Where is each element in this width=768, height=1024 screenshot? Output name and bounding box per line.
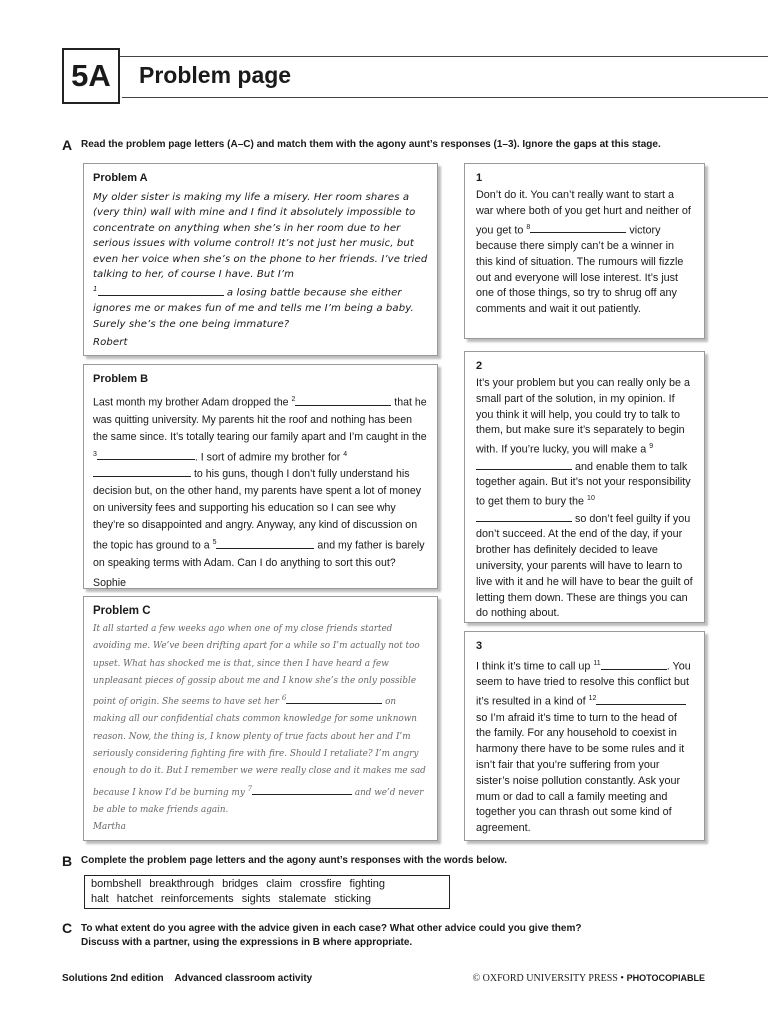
- response-2-text: [476, 376, 693, 622]
- response-2-text-3: so don’t feel guilty if you don’t succeed. At the end of the day, if your brother has definitely decided to leave university, your parents will have to learn to live with it and he will have to bear the guilt of letting them down. These are things you can do nothing about.: [476, 512, 693, 620]
- problem-b-card: [83, 364, 438, 589]
- gap-blank: [601, 659, 667, 670]
- problem-c-text-1: It all started a few weeks ago when one of my close friends started avoiding me. We’ve been drifting apart for a while so I’m actually not too upset. What has shocked me is that, since then I have heard a few unpleasant pieces of gossip about me and I know she’s the only possible point of origin. She seems to have set her: [93, 624, 420, 708]
- page-title: Problem page: [139, 62, 292, 88]
- problem-a-heading: Problem A: [93, 172, 148, 184]
- problem-a-text: [93, 190, 428, 332]
- section-c-instruction: [81, 922, 581, 950]
- problem-b-text-4: to his guns, though I don’t fully understand his decision but, on the other hand, my parents have spent a lot of money on university fees and supporting his education so I can see why they’re so disappointed and angry. Anyway, any kind of discussion on the topic has ground to a: [93, 468, 422, 552]
- gap-blank: [596, 694, 686, 705]
- problem-a-card: [83, 163, 438, 356]
- response-2-text-1: It’s your problem but you can really only be a small part of the solution, in my opinion. If you think it will help, you could try to talk to them, but make sure it’s separately to begin with. If you’re lucky, you will make a: [476, 377, 691, 456]
- problem-c-text-2: on making all our confidential chats common knowledge for some unknown reason. Now, the thing is, I know plenty of true facts about her and I’m seriously considering fighting fire with fire. Should I retaliate? I’m angry enough to do it. But I remember we were really close and it makes me sad because I know I’d be burning my: [93, 697, 426, 798]
- top-rule: [62, 56, 768, 57]
- response-1-text-2: victory because there simply can’t be a winner in this kind of situation. The rumours will fizzle out and everyone will lose interest. It’s just one of those things, so try to shrug off any comments and wait it out patiently.: [476, 224, 684, 316]
- section-c-line-2: Discuss with a partner, using the expressions in B where appropriate.: [81, 937, 413, 948]
- problem-c-heading: Problem C: [93, 605, 151, 617]
- response-1-text: [476, 188, 693, 318]
- gap-blank: [97, 449, 195, 460]
- gap-blank: [252, 784, 352, 795]
- gap-number: 5: [212, 539, 217, 547]
- response-1-card: [464, 163, 705, 339]
- section-a-instruction: Read the problem page letters (A–C) and match them with the agony aunt’s responses (1–3). Ignore the gaps at this stage.: [81, 139, 661, 150]
- gap-number: 6: [281, 694, 287, 703]
- gap-number: 2: [291, 396, 296, 403]
- gap-blank: [530, 222, 626, 233]
- response-2-number: 2: [476, 360, 483, 372]
- response-3-text-1: I think it’s time to call up: [476, 660, 594, 673]
- response-2-text-2: and enable them to talk together again. But it’s not your responsibility to get them to bury the: [476, 460, 691, 508]
- section-c-line-1: To what extent do you agree with the advice given in each case? What other advice could you give them?: [81, 923, 582, 934]
- problem-c-signature: Martha: [93, 822, 126, 833]
- gap-number: 1: [93, 285, 98, 294]
- problem-c-text: [93, 621, 428, 819]
- response-2-card: [464, 351, 705, 623]
- gap-number: 10: [587, 495, 595, 503]
- word-list-line-2: halt hatchet reinforcements sights stalemate sticking: [91, 893, 371, 905]
- gap-number: 8: [526, 223, 531, 231]
- problem-b-text-3: . I sort of admire my brother for: [194, 451, 344, 464]
- section-a-letter: A: [62, 137, 73, 153]
- gap-number: 12: [588, 695, 597, 703]
- problem-b-text-2: that he was quitting university. My parents hit the roof and nothing has been the same since. It’s totally tearing our family apart and I’m caught in the: [93, 396, 427, 443]
- gap-blank: [295, 395, 391, 406]
- section-b-letter: B: [62, 853, 73, 869]
- problem-a-part1: My older sister is making my life a misery. Her room shares a (very thin) wall with mine and I find it absolutely impossible to concentrate on anything when she’s in her room due to her serious issues with volume control! It’s not just her music, but even her voice when she’s on the phone to her friends. I’ve tried talking to her, of course I have. But I’m: [93, 192, 428, 281]
- gap-number: 4: [343, 450, 348, 458]
- footer-right: [473, 973, 705, 984]
- problem-a-part2: a losing battle because she either ignores me or makes fun of me and tells me I’m being a baby. Surely she’s the one being immature?: [93, 287, 414, 330]
- gap-blank: [93, 466, 191, 477]
- section-b-instruction: Complete the problem page letters and the agony aunt’s responses with the words below.: [81, 855, 507, 866]
- gap-number: 9: [649, 443, 654, 451]
- gap-blank: [98, 285, 224, 296]
- gap-blank: [216, 538, 314, 549]
- problem-c-text-3: and we’d never be able to make friends again.: [93, 787, 424, 815]
- publisher-label: © OXFORD UNIVERSITY PRESS •: [472, 973, 624, 984]
- gap-blank: [476, 511, 572, 522]
- word-list-line-1: bombshell breakthrough bridges claim crossfire fighting: [91, 878, 386, 890]
- footer-left: Solutions 2nd edition Advanced classroom activity: [62, 973, 313, 984]
- gap-number: 11: [593, 660, 601, 667]
- section-c-letter: C: [62, 920, 73, 936]
- unit-badge: 5A: [62, 48, 120, 104]
- problem-b-text-5: and my father is barely on speaking terms with Adam. Can I do anything to sort this out?: [93, 539, 425, 569]
- problem-b-heading: Problem B: [93, 373, 149, 385]
- gap-blank: [476, 459, 572, 470]
- gap-number: 3: [93, 450, 97, 458]
- word-box: [84, 875, 450, 909]
- title-rule: [122, 97, 768, 98]
- problem-b-text: [93, 391, 428, 572]
- photocopiable-label: PHOTOCOPIABLE: [626, 973, 705, 983]
- response-3-text-3: so I’m afraid it’s time to turn to the head of the family. For any household to coexist in harmony there have to be some rules and it isn’t fair that you’re suffering from your sister’s noise pollution constantly. Ask your mum or dad to call a family meeting and together you can thrash out some kind of agreement.: [476, 711, 685, 835]
- problem-b-signature: Sophie: [93, 576, 126, 589]
- response-3-number: 3: [476, 640, 483, 652]
- gap-blank: [286, 693, 382, 704]
- problem-c-card: [83, 596, 438, 841]
- response-1-number: 1: [476, 172, 483, 184]
- gap-number: 7: [247, 784, 253, 793]
- response-3-card: [464, 631, 705, 841]
- response-1-text-1: Don’t do it. You can’t really want to start a war where both of you get hurt and neither of you get to: [476, 189, 691, 237]
- response-3-text-2: . You seem to have tried to resolve this conflict but it’s resulted in a kind of: [476, 660, 691, 708]
- response-3-text: [476, 656, 693, 837]
- problem-a-signature: Robert: [93, 337, 128, 349]
- problem-b-text-1: Last month my brother Adam dropped the: [93, 396, 292, 409]
